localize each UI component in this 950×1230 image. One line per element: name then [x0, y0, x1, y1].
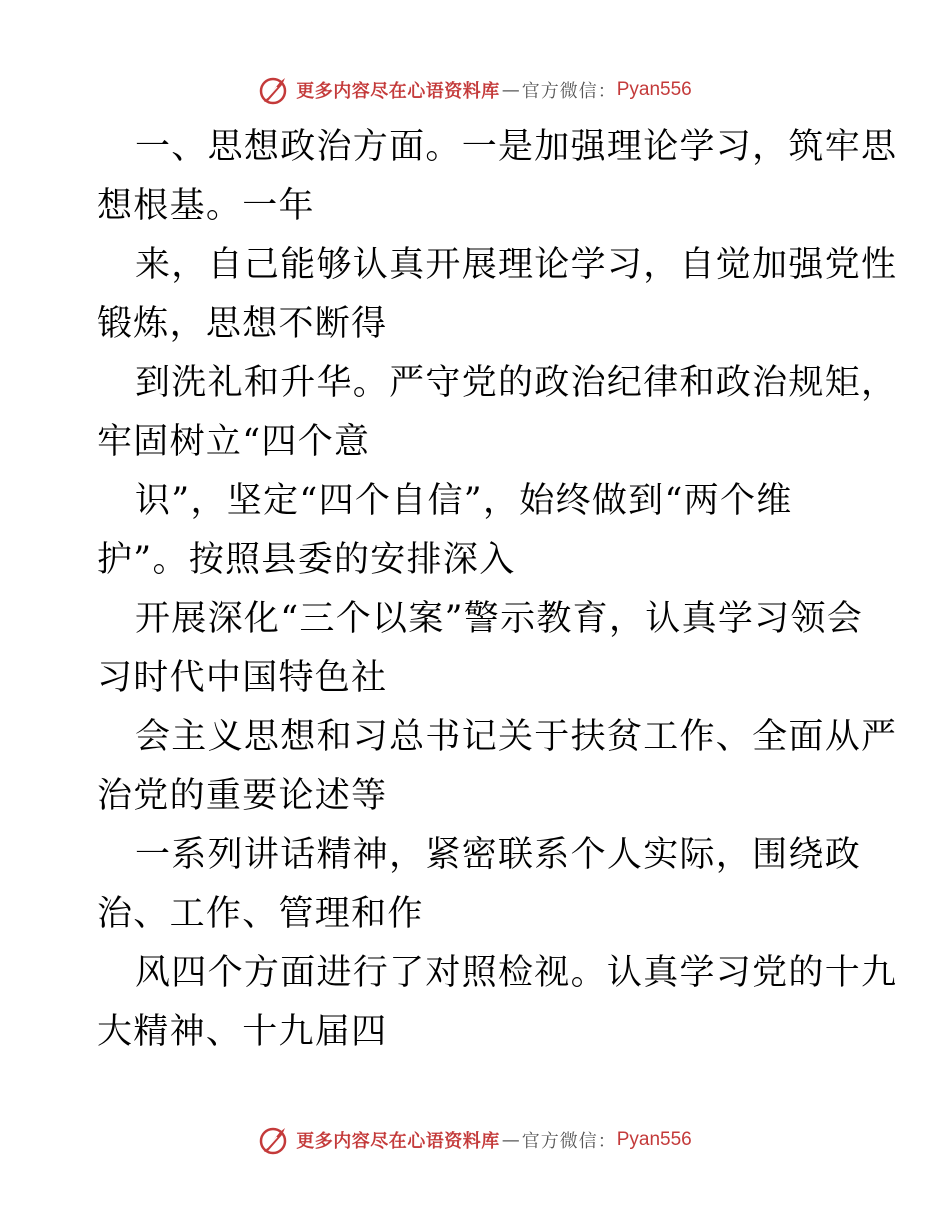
text-line: 识”，坚定“四个自信”，始终做到“两个维 [135, 481, 793, 521]
text-line: 来，自己能够认真开展理论学习，自觉加强党性 [135, 245, 898, 285]
document-body [97, 118, 898, 1062]
text-line: 锻炼，思想不断得 [97, 304, 388, 344]
quill-logo-icon [258, 1124, 290, 1156]
text-line: 牢固树立“四个意 [97, 422, 371, 462]
watermark-wechat-id: Pyan556 [616, 79, 692, 100]
text-line: 一系列讲话精神，紧密联系个人实际，围绕政 [135, 835, 862, 875]
text-line: 开展深化“三个以案”警示教育，认真学习领会 [135, 599, 864, 639]
quill-logo-icon [258, 74, 290, 106]
text-line: 会主义思想和习总书记关于扶贫工作、全面从严 [135, 717, 898, 757]
watermark-separator: — [501, 1129, 520, 1151]
text-line: 风四个方面进行了对照检视。认真学习党的十九 [135, 953, 898, 993]
text-line: 想根基。一年 [97, 186, 315, 226]
watermark-site-name: 更多内容尽在心语资料库 [296, 81, 500, 102]
text-line: 治党的重要论述等 [97, 776, 388, 816]
watermark-wechat-id: Pyan556 [616, 1129, 692, 1150]
text-line: 到洗礼和升华。严守党的政治纪律和政治规矩， [135, 363, 898, 403]
text-line: 护”。按照县委的安排深入 [97, 540, 516, 580]
header-watermark [0, 70, 950, 110]
text-line: 一、思想政治方面。一是加强理论学习，筑牢思 [135, 127, 898, 167]
text-line: 大精神、十九届四 [97, 1012, 388, 1052]
watermark-separator: — [501, 79, 520, 101]
watermark-label: 官方微信： [521, 81, 617, 102]
footer-watermark [0, 1120, 950, 1160]
text-line: 习时代中国特色社 [97, 658, 388, 698]
watermark-site-name: 更多内容尽在心语资料库 [296, 1131, 500, 1152]
text-line: 治、工作、管理和作 [97, 894, 424, 934]
watermark-label: 官方微信： [521, 1131, 617, 1152]
